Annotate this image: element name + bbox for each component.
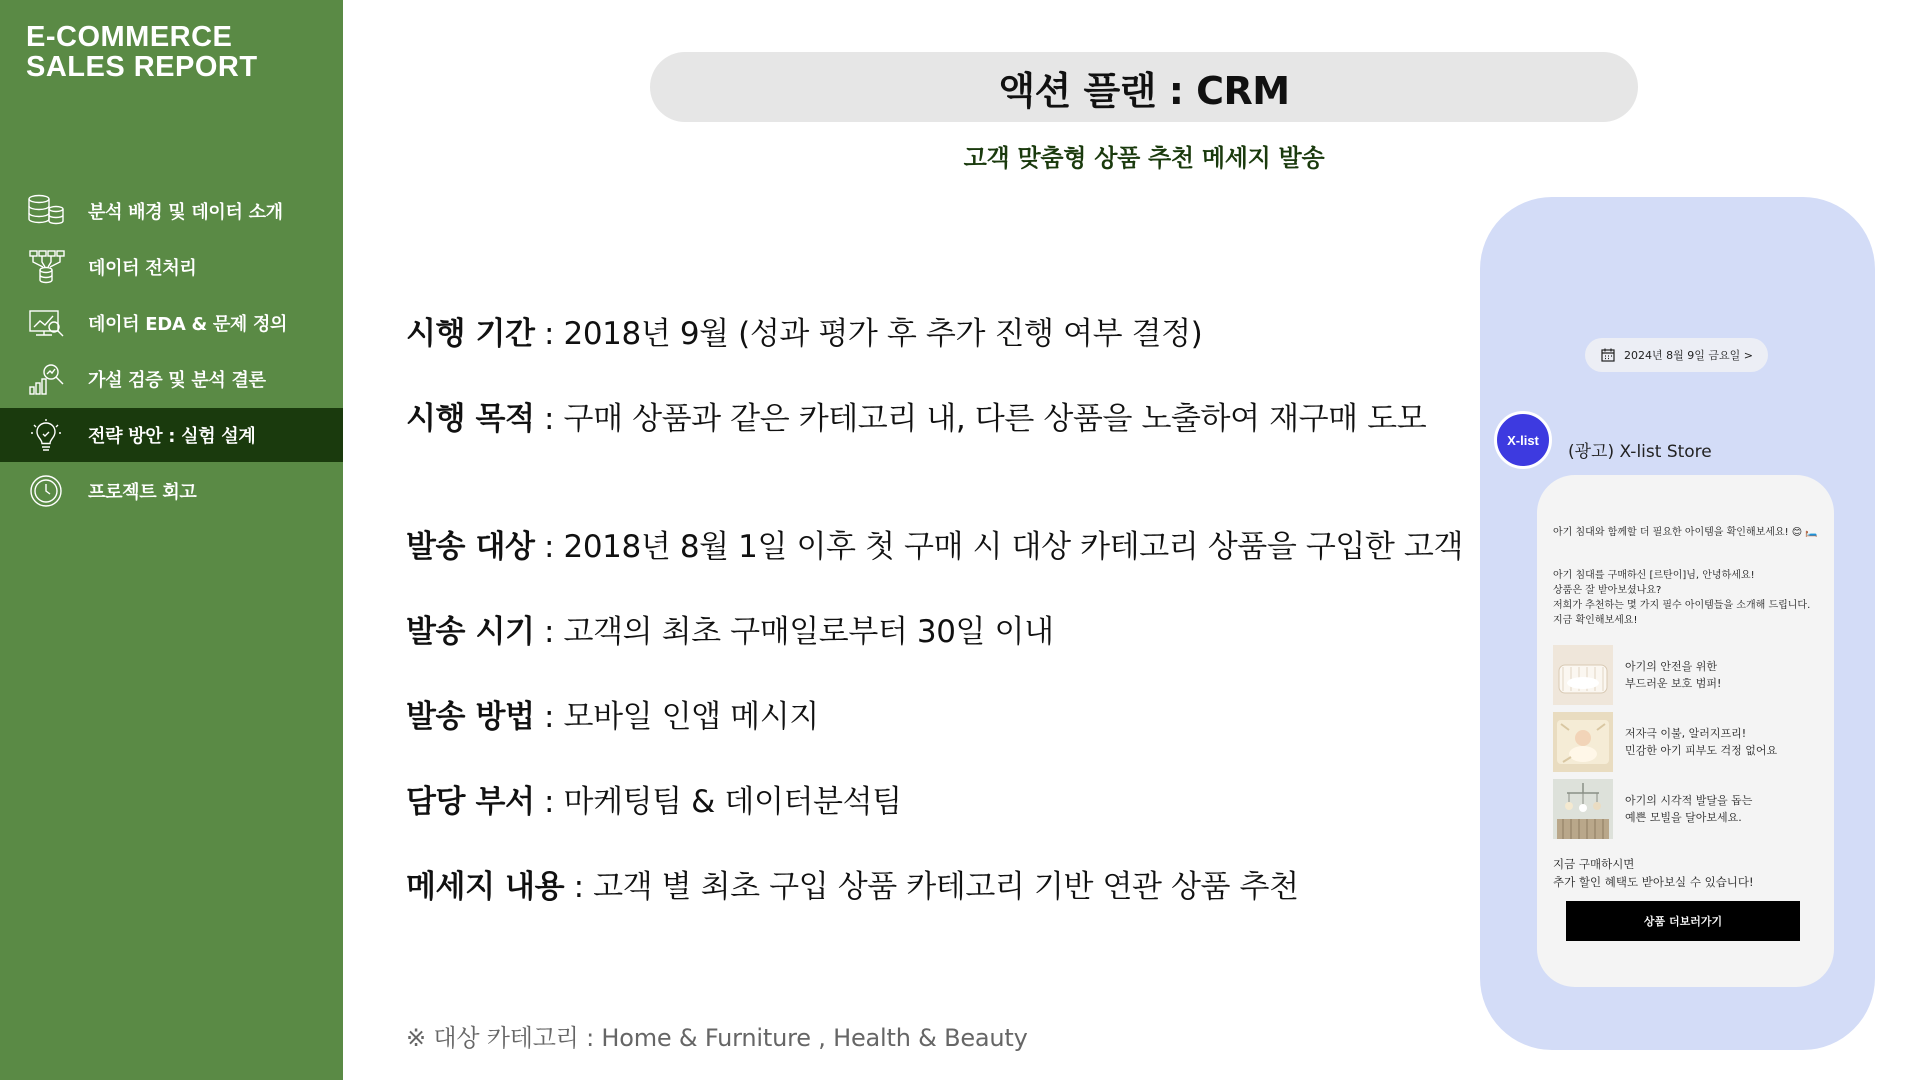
info-value: : 고객 별 최초 구입 상품 카테고리 기반 연관 상품 추천 xyxy=(564,869,1299,905)
blanket-image xyxy=(1553,712,1613,772)
info-row-method xyxy=(406,691,819,736)
product-line-1: 아기의 안전을 위한 xyxy=(1625,660,1718,673)
date-text: 2024년 8월 9일 금요일 > xyxy=(1624,349,1753,362)
product-line-1: 저자극 이불, 알러지프리! xyxy=(1625,727,1747,740)
page-title-pill xyxy=(650,52,1638,122)
product-item[interactable] xyxy=(1553,645,1818,705)
clock-icon xyxy=(26,473,66,509)
lightbulb-icon xyxy=(26,417,66,453)
sidebar-item-hypothesis[interactable] xyxy=(0,352,343,406)
closing-line-2: 추가 할인 혜택도 받아보실 수 있습니다! xyxy=(1553,875,1754,889)
view-more-products-button[interactable]: 상품 더보러가기 xyxy=(1566,901,1800,941)
message-closing xyxy=(1553,855,1754,891)
product-line-2: 부드러운 보호 범퍼! xyxy=(1625,677,1722,690)
closing-line-1: 지금 구매하시면 xyxy=(1553,857,1635,871)
analytics-search-icon xyxy=(26,305,66,341)
product-item[interactable] xyxy=(1553,712,1818,772)
info-key: 발송 방법 xyxy=(406,699,535,735)
brand-line-1: E-COMMERCE xyxy=(26,21,233,53)
info-key: 담당 부서 xyxy=(406,784,535,820)
info-row-timing xyxy=(406,606,1054,651)
page-title: 액션 플랜 : CRM xyxy=(998,68,1290,113)
sidebar-item-label: 프로젝트 회고 xyxy=(88,482,197,503)
data-processing-icon xyxy=(26,249,66,285)
info-value: : 고객의 최초 구매일로부터 30일 이내 xyxy=(534,614,1054,650)
calendar-icon xyxy=(1600,347,1616,363)
info-key: 시행 목적 xyxy=(406,401,535,437)
bumper-image xyxy=(1553,645,1613,705)
database-icon xyxy=(26,193,66,229)
sidebar-item-label: 전략 방안 : 실험 설계 xyxy=(88,426,256,447)
sidebar-item-retrospective[interactable] xyxy=(0,464,343,518)
sidebar-item-label: 데이터 EDA & 문제 정의 xyxy=(88,314,288,335)
message-bubble xyxy=(1537,475,1834,987)
message-intro: 아기 침대와 함께할 더 필요한 아이템을 확인해보세요! 😊 🛏️ xyxy=(1553,527,1818,538)
sidebar-nav xyxy=(0,184,343,520)
info-value: : 마케팅팀 & 데이터분석팀 xyxy=(534,784,902,820)
info-value: : 2018년 8월 1일 이후 첫 구매 시 대상 카테고리 상품을 구입한 고객 xyxy=(534,529,1464,565)
sidebar-item-label: 분석 배경 및 데이터 소개 xyxy=(88,202,283,223)
sidebar-item-label: 가설 검증 및 분석 결론 xyxy=(88,370,266,391)
message-body xyxy=(1553,568,1810,628)
sidebar-item-eda[interactable] xyxy=(0,296,343,350)
phone-mockup xyxy=(1480,197,1875,1050)
sidebar-item-label: 데이터 전처리 xyxy=(88,258,197,279)
info-value: : 모바일 인앱 메시지 xyxy=(534,699,819,735)
info-row-purpose xyxy=(406,393,1426,438)
info-value: : 구매 상품과 같은 카테고리 내, 다른 상품을 노출하여 재구매 도모 xyxy=(534,401,1427,437)
info-row-message xyxy=(406,861,1299,906)
store-avatar[interactable]: X-list xyxy=(1494,411,1552,469)
footnote: ※ 대상 카테고리 : Home & Furniture , Health & Beauty xyxy=(406,1024,1028,1052)
info-key: 시행 기간 xyxy=(406,316,535,352)
sidebar xyxy=(0,0,343,1080)
message-body-line: 저희가 추천하는 몇 가지 필수 아이템들을 소개해 드립니다. xyxy=(1553,600,1811,611)
info-key: 발송 대상 xyxy=(406,529,535,565)
sidebar-item-preprocessing[interactable] xyxy=(0,240,343,294)
info-key: 발송 시기 xyxy=(406,614,535,650)
page-subtitle: 고객 맞춤형 상품 추천 메세지 발송 xyxy=(963,144,1325,172)
info-row-period xyxy=(406,308,1202,353)
info-key: 메세지 내용 xyxy=(406,869,565,905)
brand-title xyxy=(26,22,258,82)
info-value: : 2018년 9월 (성과 평가 후 추가 진행 여부 결정) xyxy=(534,316,1203,352)
sidebar-item-data-intro[interactable] xyxy=(0,184,343,238)
product-line-2: 예쁜 모빌을 달아보세요. xyxy=(1625,811,1742,824)
brand-line-2: SALES REPORT xyxy=(26,51,258,83)
product-line-2: 민감한 아기 피부도 걱정 없어요 xyxy=(1625,744,1778,757)
message-body-line: 지금 확인해보세요! xyxy=(1553,615,1638,626)
date-pill[interactable] xyxy=(1585,338,1768,372)
sender-name: (광고) X-list Store xyxy=(1568,442,1712,462)
message-body-line: 상품은 잘 받아보셨나요? xyxy=(1553,585,1662,596)
mobile-toy-image xyxy=(1553,779,1613,839)
product-item[interactable] xyxy=(1553,779,1818,839)
info-row-department xyxy=(406,776,902,821)
product-line-1: 아기의 시각적 발달을 돕는 xyxy=(1625,794,1753,807)
info-row-target xyxy=(406,521,1463,566)
chart-magnifier-icon xyxy=(26,361,66,397)
message-body-line: 아기 침대를 구매하신 [르탄이]님, 안녕하세요! xyxy=(1553,570,1755,581)
sidebar-item-strategy[interactable] xyxy=(0,408,343,462)
